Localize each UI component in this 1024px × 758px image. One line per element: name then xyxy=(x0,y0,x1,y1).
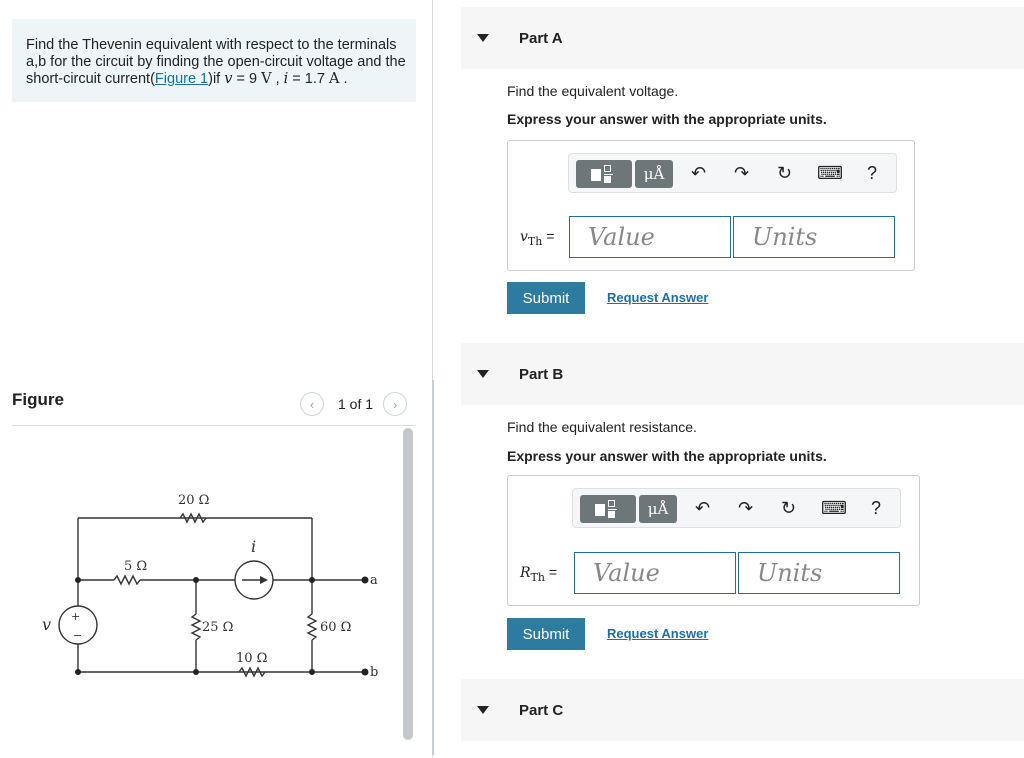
part-b-request-answer-link[interactable]: Request Answer xyxy=(607,626,709,641)
part-a-units-input[interactable]: Units xyxy=(733,216,895,258)
circuit-diagram xyxy=(30,480,390,700)
part-c-header[interactable] xyxy=(461,679,1024,741)
reset-icon[interactable]: ↻ xyxy=(777,163,793,183)
templates-button[interactable] xyxy=(580,495,636,523)
undo-icon[interactable]: ↶ xyxy=(691,163,707,183)
problem-text: Find the Thevenin equivalent with respect to the terminals a,b for the circuit by finding the open-circuit voltage and the short-circuit current( xyxy=(26,37,406,87)
figure-scrollbar[interactable] xyxy=(403,428,413,740)
redo-icon[interactable]: ↷ xyxy=(738,498,754,518)
pager-count: 1 of 1 xyxy=(338,396,374,412)
label-r5: 5 Ω xyxy=(124,559,148,574)
collapse-triangle-icon[interactable] xyxy=(477,370,489,378)
label-voltage-source: v xyxy=(42,615,52,634)
label-r10: 10 Ω xyxy=(236,651,268,666)
equals-sign: = xyxy=(544,564,558,580)
chevron-right-icon: › xyxy=(392,396,398,412)
var-i: i xyxy=(283,71,289,87)
var-r-th xyxy=(520,564,557,584)
terminal-a: a xyxy=(370,573,378,588)
figure-title: Figure xyxy=(12,390,64,409)
terminal-b: b xyxy=(370,665,379,680)
part-b-value-input[interactable]: Value xyxy=(574,552,736,594)
part-a-question: Find the equivalent voltage. xyxy=(507,83,679,99)
part-b-submit-button[interactable]: Submit xyxy=(507,618,585,650)
plus-sign: + xyxy=(71,610,81,623)
part-a-label: Part A xyxy=(519,29,563,47)
comma: , xyxy=(271,71,284,87)
unit-v: V xyxy=(261,71,272,87)
part-a-answer-box xyxy=(507,140,915,271)
var-main: R xyxy=(520,565,531,581)
var-v-th xyxy=(520,228,554,248)
part-a-instruction: Express your answer with the appropriate units. xyxy=(507,111,827,127)
unit-a: A xyxy=(329,71,340,87)
minus-sign: − xyxy=(73,629,83,642)
right-panel xyxy=(433,0,1024,758)
label-r60: 60 Ω xyxy=(320,620,352,635)
equals-sign: = xyxy=(542,228,555,244)
part-b-label: Part B xyxy=(519,365,564,383)
part-b-answer-box xyxy=(507,475,920,606)
end-period: . xyxy=(339,71,348,87)
units-button[interactable]: μÅ xyxy=(635,160,673,188)
problem-text-2: )if xyxy=(208,71,225,87)
problem-statement xyxy=(12,19,416,102)
chevron-left-icon: ‹ xyxy=(309,396,315,412)
part-b-toolbar xyxy=(572,488,901,528)
help-icon[interactable]: ? xyxy=(867,163,878,183)
reset-icon[interactable]: ↻ xyxy=(781,498,797,518)
help-icon[interactable]: ? xyxy=(871,498,882,518)
redo-icon[interactable]: ↷ xyxy=(734,163,750,183)
part-a-value-input[interactable]: Value xyxy=(569,216,731,258)
left-panel xyxy=(0,0,432,758)
prev-figure-button[interactable] xyxy=(300,392,324,416)
eq-1: = 9 xyxy=(232,71,262,87)
templates-icon xyxy=(591,165,617,183)
label-r25: 25 Ω xyxy=(202,620,234,635)
var-v: v xyxy=(224,71,233,87)
keyboard-icon[interactable]: ⌨ xyxy=(817,163,843,183)
keyboard-icon[interactable]: ⌨ xyxy=(821,498,847,518)
figure-link[interactable]: Figure 1 xyxy=(154,71,209,87)
label-r20: 20 Ω xyxy=(178,493,210,508)
eq-2: = 1.7 xyxy=(288,71,329,87)
part-a-submit-button[interactable]: Submit xyxy=(507,282,585,314)
collapse-triangle-icon[interactable] xyxy=(477,706,489,714)
label-current-source: i xyxy=(251,537,257,556)
var-sub: Th xyxy=(527,234,543,248)
part-b-units-input[interactable]: Units xyxy=(738,552,900,594)
units-button[interactable]: μÅ xyxy=(639,495,677,523)
part-b-instruction: Express your answer with the appropriate units. xyxy=(507,448,827,464)
figure-pager xyxy=(300,391,407,417)
part-c-label: Part C xyxy=(519,701,564,719)
collapse-triangle-icon[interactable] xyxy=(477,34,489,42)
part-b-question: Find the equivalent resistance. xyxy=(507,419,697,435)
var-main: v xyxy=(520,229,528,245)
templates-button[interactable] xyxy=(576,160,632,188)
figure-divider xyxy=(12,425,416,426)
undo-icon[interactable]: ↶ xyxy=(695,498,711,518)
templates-icon xyxy=(595,500,621,518)
part-a-header[interactable] xyxy=(461,7,1024,69)
next-figure-button[interactable] xyxy=(383,392,407,416)
part-a-request-answer-link[interactable]: Request Answer xyxy=(607,290,709,305)
var-sub: Th xyxy=(530,570,545,584)
part-b-header[interactable] xyxy=(461,343,1024,405)
part-a-toolbar xyxy=(568,153,897,193)
